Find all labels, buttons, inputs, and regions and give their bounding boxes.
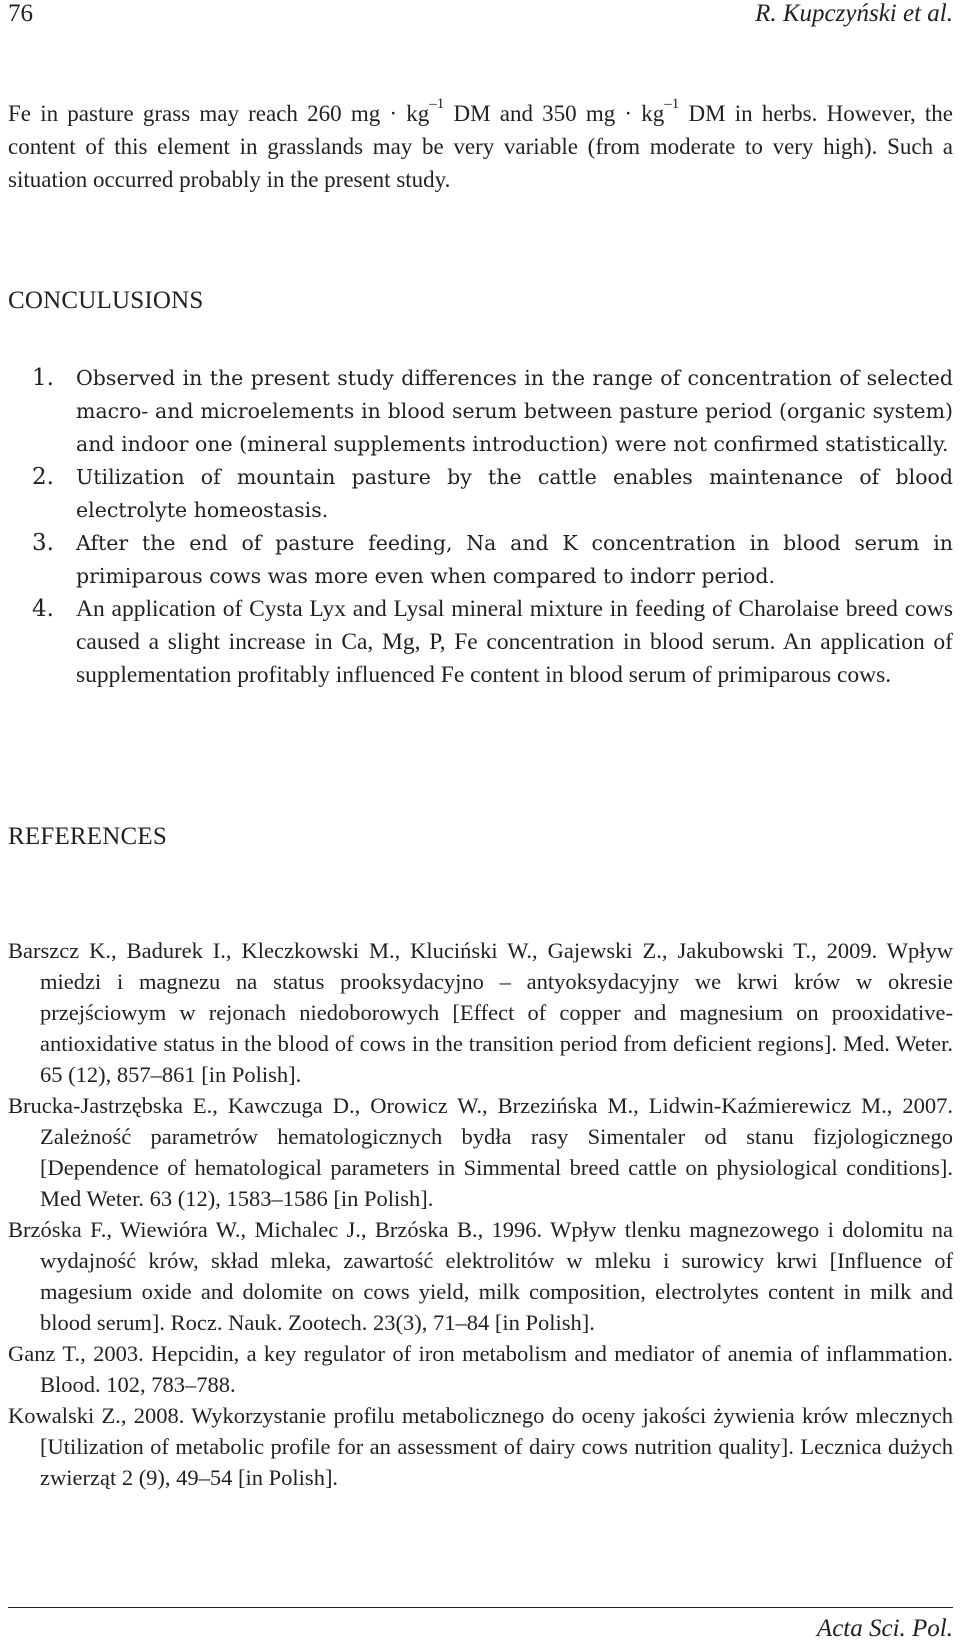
conclusion-item-2 [8, 461, 953, 527]
conclusion-text: Utilization of mountain pasture by the cattle enables maintenance of blood electrolyte homeostasis. [76, 465, 953, 522]
conclusion-number: 3. [32, 530, 54, 556]
conclusion-number: 4. [32, 596, 54, 622]
conclusion-text: After the end of pasture feeding, Na and K concentration in blood serum in primiparous cows was more even when compared to indorr period. [76, 531, 953, 588]
superscript-1: –1 [429, 96, 445, 112]
page-number: 76 [8, 0, 33, 27]
superscript-2: –1 [664, 96, 680, 112]
conclusion-number: 2. [32, 464, 54, 490]
intro-text-1: Fe in pasture grass may reach 260 mg · kg [8, 101, 430, 126]
conclusions-heading: CONCULUSIONS [8, 287, 204, 314]
conclusion-item-3 [8, 527, 953, 593]
footer-rule [8, 1607, 953, 1608]
intro-paragraph [8, 97, 953, 196]
conclusions-list [8, 362, 953, 692]
conclusion-item-1 [8, 362, 953, 461]
reference-item: Brzóska F., Wiewióra W., Michalec J., Brzóska B., 1996. Wpływ tlenku magnezowego i dolomitu na wydajność krów, skład mleka, zawartość elektrolitów w mleku i surowicy krwi [Influence of magesium oxide and dolomite on cows yield, milk composition, electrolytes content in milk and blood serum]. Rocz. Nauk. Zootech. 23(3), 71–84 [in Polish]. [8, 1217, 953, 1335]
running-header: R. Kupczyński et al. [755, 0, 953, 27]
reference-item: Ganz T., 2003. Hepcidin, a key regulator of iron metabolism and mediator of anemia of inflammation. Blood. 102, 783–788. [8, 1341, 953, 1397]
reference-item: Barszcz K., Badurek I., Kleczkowski M., Kluciński W., Gajewski Z., Jakubowski T., 2009. Wpływ miedzi i magnezu na status prooksydacyjno – antyoksydacyjny we krwi krów w okresie przejściowym w rejonach niedoborowych [Effect of copper and magnesium on prooxidative-antioxidative status in the blood of cows in the transition period from deficient regions]. Med. Weter. 65 (12), 857–861 [in Polish]. [8, 938, 953, 1087]
references-list [8, 935, 953, 1493]
conclusion-number: 1. [32, 365, 54, 391]
reference-item: Brucka-Jastrzębska E., Kawczuga D., Orowicz W., Brzezińska M., Lidwin-Kaźmierewicz M., 2007. Zależność parametrów hematologicznych bydła rasy Simentaler od stanu fizjologicznego [Dependence of hematological parameters in Simmental breed cattle on physiological conditions]. Med Weter. 63 (12), 1583–1586 [in Polish]. [8, 1093, 953, 1211]
references-heading: REFERENCES [8, 823, 167, 850]
intro-text-3: DM in herbs. However, the content of this element in grasslands may be very variable (from moderate to very high). Such a situation occurred probably in the present study. [8, 101, 954, 192]
conclusion-item-4 [8, 593, 953, 692]
conclusion-text: Observed in the present study differences in the range of concentration of selected macro- and microelements in blood serum between pasture period (organic system) and indoor one (mineral supplements introduction) were not confirmed statistically. [76, 366, 953, 456]
conclusion-text: An application of Cysta Lyx and Lysal mineral mixture in feeding of Charolaise breed cows caused a slight increase in Ca, Mg, P, Fe concentration in blood serum. An application of supplementation profitably influenced Fe content in blood serum of primiparous cows. [76, 596, 953, 688]
footer-journal: Acta Sci. Pol. [816, 1615, 953, 1642]
intro-text-2: DM and 350 mg · kg [444, 101, 665, 126]
reference-item: Kowalski Z., 2008. Wykorzystanie profilu metabolicznego do oceny jakości żywienia krów mlecznych [Utilization of metabolic profile for an assessment of dairy cows nutrition quality]. Lecznica dużych zwierząt 2 (9), 49–54 [in Polish]. [8, 1403, 953, 1490]
